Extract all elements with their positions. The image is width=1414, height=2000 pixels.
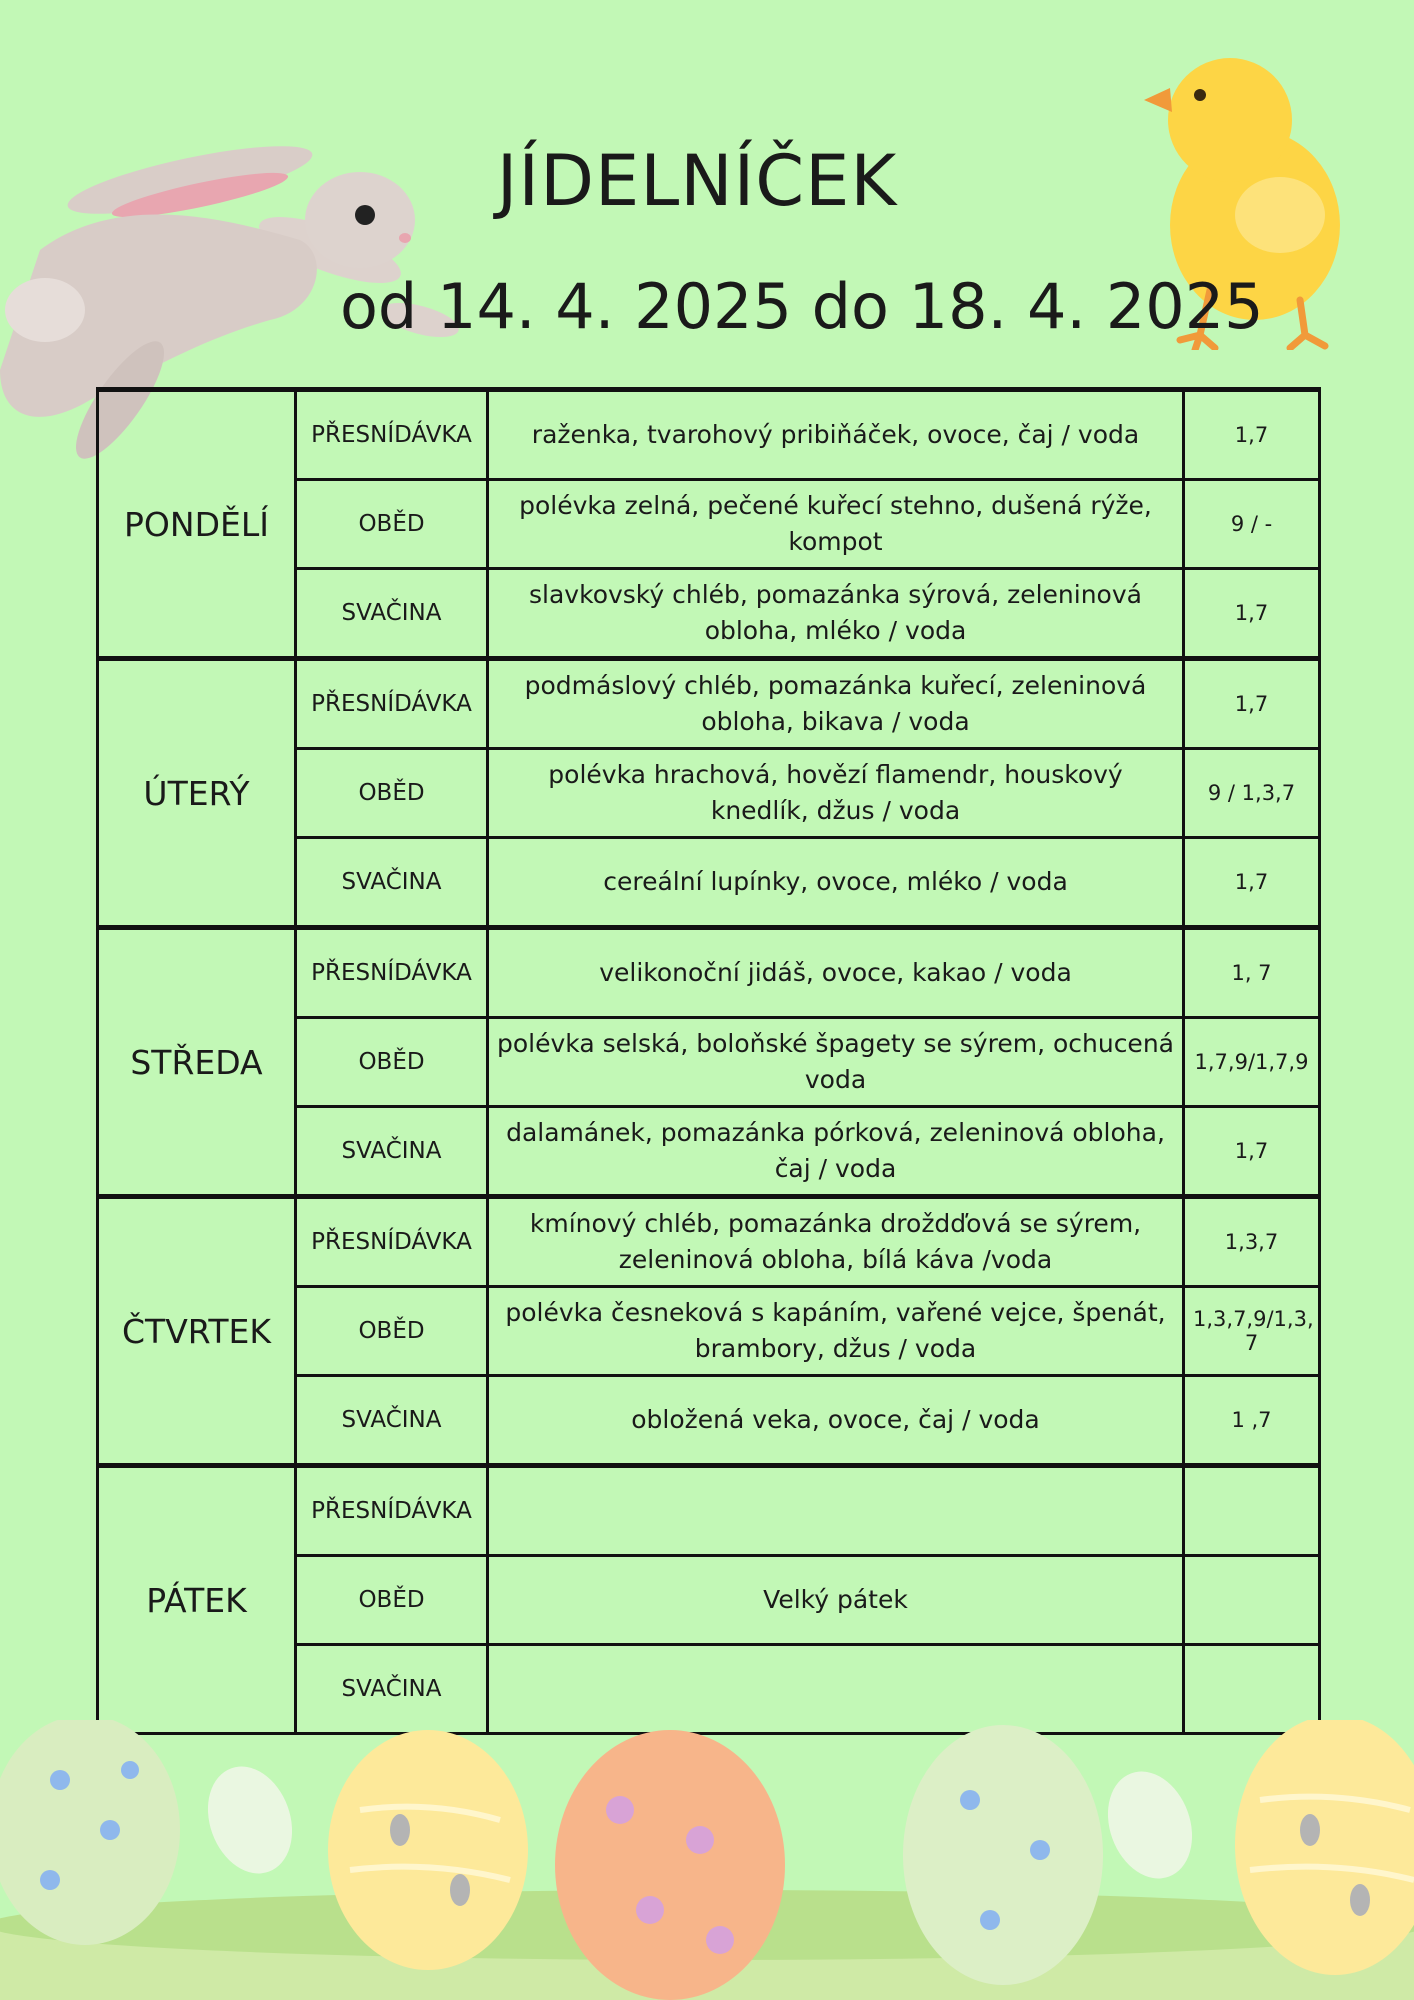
meal-description: Velký pátek bbox=[488, 1556, 1184, 1645]
day-name: PÁTEK bbox=[98, 1466, 296, 1734]
easter-eggs-meadow bbox=[0, 1720, 1414, 2000]
meal-type: SVAČINA bbox=[296, 1376, 488, 1466]
menu-row bbox=[98, 390, 1320, 480]
egg-orange bbox=[555, 1730, 785, 2000]
allergens: 1,7 bbox=[1184, 838, 1320, 928]
day-name: STŘEDA bbox=[98, 928, 296, 1197]
menu-row bbox=[98, 928, 1320, 1018]
allergens bbox=[1184, 1556, 1320, 1645]
meal-description: slavkovský chléb, pomazánka sýrová, zeleninová obloha, mléko / voda bbox=[488, 569, 1184, 659]
meal-type: PŘESNÍDÁVKA bbox=[296, 928, 488, 1018]
meal-type: PŘESNÍDÁVKA bbox=[296, 1466, 488, 1556]
meal-type: OBĚD bbox=[296, 480, 488, 569]
menu-row bbox=[98, 659, 1320, 749]
allergens: 1,7 bbox=[1184, 659, 1320, 749]
meal-description: polévka selská, boloňské špagety se sýrem, ochucená voda bbox=[488, 1018, 1184, 1107]
meal-type: SVAČINA bbox=[296, 569, 488, 659]
allergens: 9 / 1,3,7 bbox=[1184, 749, 1320, 838]
allergens: 1,7 bbox=[1184, 390, 1320, 480]
meal-description: raženka, tvarohový pribiňáček, ovoce, čaj / voda bbox=[488, 390, 1184, 480]
meal-type: PŘESNÍDÁVKA bbox=[296, 1197, 488, 1287]
egg-green-2 bbox=[903, 1725, 1103, 1985]
allergens: 1,7 bbox=[1184, 1107, 1320, 1197]
allergens: 1 ,7 bbox=[1184, 1376, 1320, 1466]
meal-type: SVAČINA bbox=[296, 1645, 488, 1734]
meal-description: polévka hrachová, hovězí flamendr, houskový knedlík, džus / voda bbox=[488, 749, 1184, 838]
meal-type: OBĚD bbox=[296, 1556, 488, 1645]
meal-type: OBĚD bbox=[296, 1287, 488, 1376]
allergens: 1,7,9/1,7,9 bbox=[1184, 1018, 1320, 1107]
page-title: JÍDELNÍČEK bbox=[496, 140, 898, 222]
allergens: 1,7 bbox=[1184, 569, 1320, 659]
allergens: 1,3,7,9/1,3, 7 bbox=[1184, 1287, 1320, 1376]
meal-description: cereální lupínky, ovoce, mléko / voda bbox=[488, 838, 1184, 928]
meal-type: OBĚD bbox=[296, 749, 488, 838]
day-name: PONDĚLÍ bbox=[98, 390, 296, 659]
menu-row bbox=[98, 1197, 1320, 1287]
meal-type: SVAČINA bbox=[296, 1107, 488, 1197]
menu-table bbox=[96, 387, 1321, 1735]
meal-type: PŘESNÍDÁVKA bbox=[296, 390, 488, 480]
meal-description: kmínový chléb, pomazánka droždďová se sýrem, zeleninová obloha, bílá káva /voda bbox=[488, 1197, 1184, 1287]
meal-description: velikonoční jidáš, ovoce, kakao / voda bbox=[488, 928, 1184, 1018]
date-range: od 14. 4. 2025 do 18. 4. 2025 bbox=[340, 270, 1264, 343]
meal-description: obložená veka, ovoce, čaj / voda bbox=[488, 1376, 1184, 1466]
meal-type: SVAČINA bbox=[296, 838, 488, 928]
meal-description: podmáslový chléb, pomazánka kuřecí, zeleninová obloha, bikava / voda bbox=[488, 659, 1184, 749]
day-name: ÚTERÝ bbox=[98, 659, 296, 928]
meal-type: PŘESNÍDÁVKA bbox=[296, 659, 488, 749]
allergens bbox=[1184, 1466, 1320, 1556]
meal-description: dalamánek, pomazánka pórková, zeleninová obloha, čaj / voda bbox=[488, 1107, 1184, 1197]
meal-description bbox=[488, 1466, 1184, 1556]
meal-type: OBĚD bbox=[296, 1018, 488, 1107]
egg-yellow-1 bbox=[328, 1730, 528, 1970]
butterfly-right bbox=[1094, 1760, 1207, 1891]
menu-row bbox=[98, 1466, 1320, 1556]
allergens: 1,3,7 bbox=[1184, 1197, 1320, 1287]
day-name: ČTVRTEK bbox=[98, 1197, 296, 1466]
butterfly-left bbox=[194, 1755, 307, 1886]
meal-description: polévka zelná, pečené kuřecí stehno, dušená rýže, kompot bbox=[488, 480, 1184, 569]
allergens: 9 / - bbox=[1184, 480, 1320, 569]
meal-description: polévka česneková s kapáním, vařené vejce, špenát, brambory, džus / voda bbox=[488, 1287, 1184, 1376]
allergens: 1, 7 bbox=[1184, 928, 1320, 1018]
